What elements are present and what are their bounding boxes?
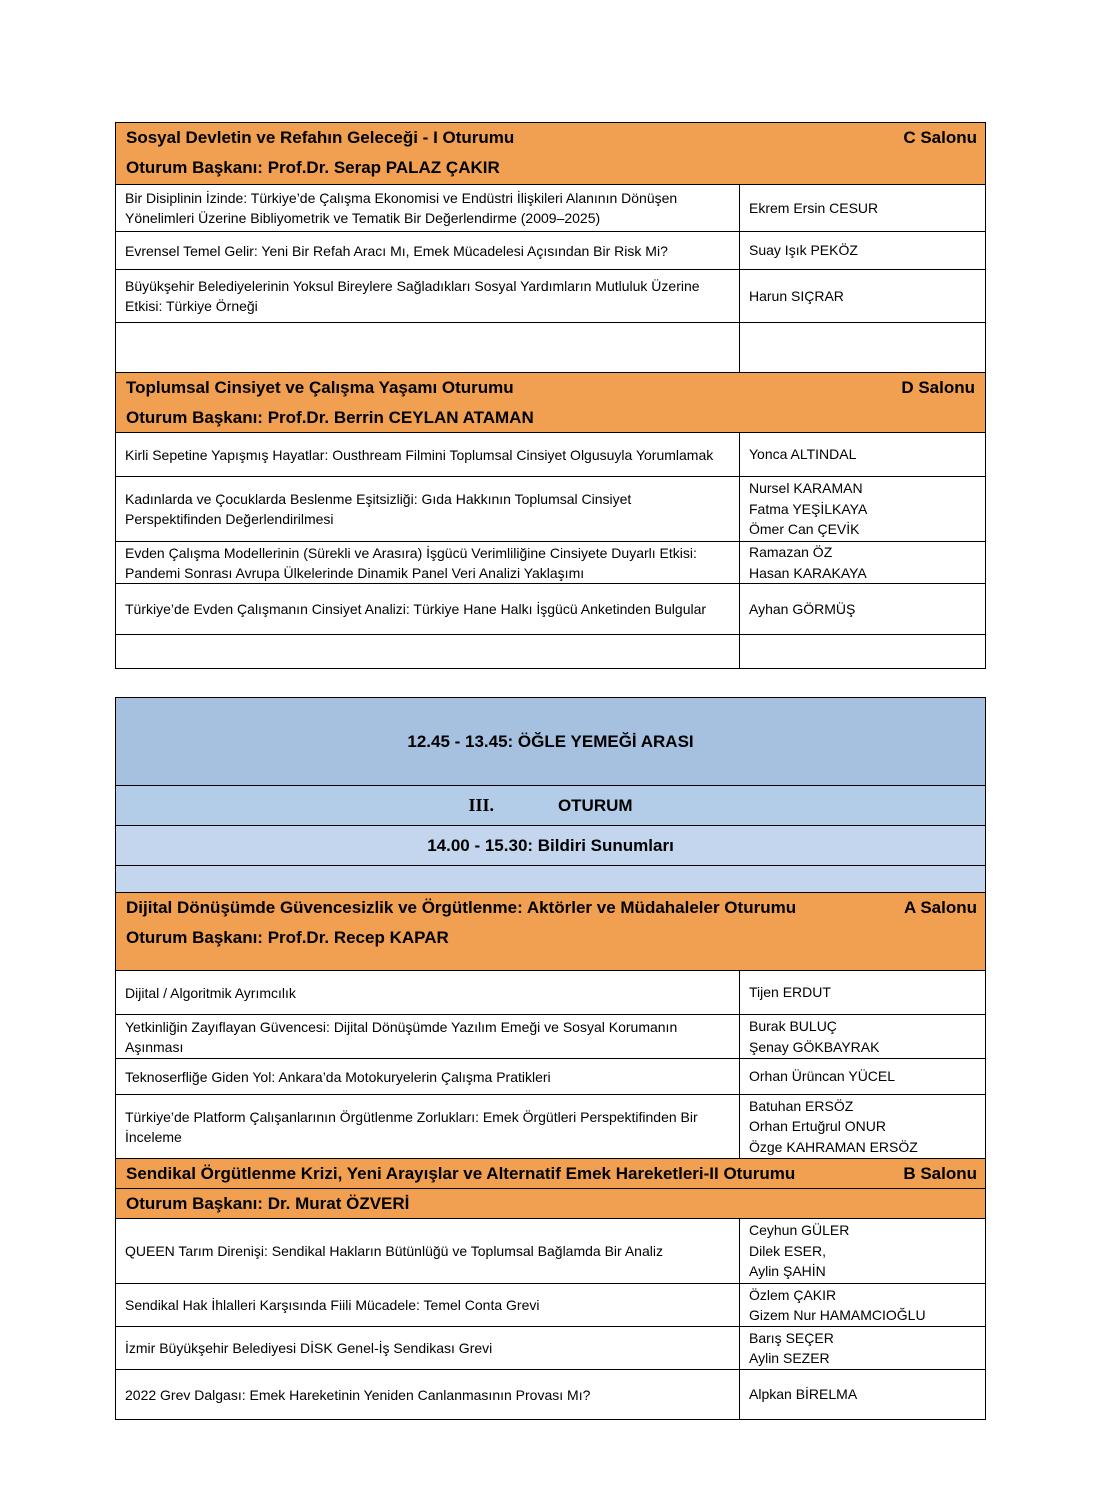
- paper-title: Yetkinliğin Zayıflayan Güvencesi: Dijital Dönüşümde Yazılım Emeği ve Sosyal Korumanın Aşınması: [116, 1015, 740, 1058]
- program-table-upper: [115, 122, 986, 669]
- paper-authors: [740, 542, 985, 583]
- paper-authors: [740, 232, 985, 269]
- paper-authors: [740, 1219, 985, 1283]
- table-row: [116, 476, 985, 541]
- session-title: Dijital Dönüşümde Güvencesizlik ve Örgütlenme: Aktörler ve Müdahaleler Oturumu: [126, 898, 797, 917]
- empty-row: [116, 634, 985, 668]
- paper-title: Dijital / Algoritmik Ayrımcılık: [116, 971, 740, 1014]
- author: Ekrem Ersin CESUR: [749, 199, 879, 216]
- session-b-title-row: [116, 1159, 985, 1189]
- paper-title: Bir Disiplinin İzinde: Türkiye’de Çalışma Ekonomisi ve Endüstri İlişkileri Alanının Dönüşen Yönelimleri Üzerine Bibliyometrik ve Tematik Bir Değerlendirme (2009–2025): [116, 185, 740, 231]
- paper-authors: [740, 477, 985, 541]
- author: Ömer Can ÇEVİK: [749, 521, 860, 538]
- author: Batuhan ERSÖZ: [749, 1097, 854, 1114]
- author: Şenay GÖKBAYRAK: [749, 1038, 880, 1055]
- session-title: Sosyal Devletin ve Refahın Geleceği - I Oturumu: [126, 128, 515, 147]
- lunch-break-banner: [116, 698, 985, 785]
- paper-authors: [740, 1370, 985, 1419]
- author: Özlem ÇAKIR: [749, 1286, 837, 1303]
- author: Gizem Nur HAMAMCIOĞLU: [749, 1307, 926, 1323]
- paper-title: Kirli Sepetine Yapışmış Hayatlar: Ousthream Filmini Toplumsal Cinsiyet Olgusuyla Yorumlamak: [116, 433, 740, 476]
- paper-title: Teknoserfliğe Giden Yol: Ankara’da Motokuryelerin Çalışma Pratikleri: [116, 1059, 740, 1094]
- table-row: [116, 1014, 985, 1058]
- paper-title: Kadınlarda ve Çocuklarda Beslenme Eşitsizliği: Gıda Hakkının Toplumsal Cinsiyet Perspektifinden Değerlendirilmesi: [116, 477, 740, 541]
- empty-cell: [116, 635, 740, 668]
- table-row: [116, 1283, 985, 1326]
- session-chair: Oturum Başkanı: Prof.Dr. Serap PALAZ ÇAKIR: [126, 158, 500, 177]
- table-row: [116, 1369, 985, 1419]
- table-row: [116, 432, 985, 476]
- paper-authors: [740, 270, 985, 322]
- session-a-header: [116, 892, 985, 970]
- session-time-banner: [116, 825, 985, 865]
- table-row: [116, 231, 985, 269]
- author: Aylin ŞAHİN: [749, 1263, 826, 1280]
- session-title: Toplumsal Cinsiyet ve Çalışma Yaşamı Oturumu: [126, 378, 514, 397]
- room-label: B Salonu: [903, 1164, 977, 1183]
- author: Harun SIÇRAR: [749, 287, 844, 304]
- table-row: [116, 541, 985, 583]
- author: Suay Işık PEKÖZ: [749, 242, 858, 259]
- empty-cell: [740, 323, 985, 372]
- author: Orhan Ürüncan YÜCEL: [749, 1068, 896, 1085]
- paper-authors: [740, 1015, 985, 1058]
- author: Tijen ERDUT: [749, 984, 831, 1001]
- table-row: [116, 1094, 985, 1158]
- table-row: [116, 583, 985, 634]
- session-roman: III.: [468, 795, 494, 815]
- room-label: C Salonu: [903, 128, 977, 147]
- session-time: 14.00 - 15.30: Bildiri Sunumları: [427, 835, 674, 855]
- program-table-lower: [115, 697, 986, 1420]
- author: Hasan KARAKAYA: [749, 564, 867, 581]
- author: Fatma YEŞİLKAYA: [749, 500, 868, 517]
- author: Orhan Ertuğrul ONUR: [749, 1118, 886, 1135]
- session-chair: Oturum Başkanı: Prof.Dr. Recep KAPAR: [126, 928, 449, 947]
- paper-authors: [740, 1059, 985, 1094]
- session-chair: Oturum Başkanı: Dr. Murat ÖZVERİ: [126, 1194, 410, 1213]
- table-row: [116, 269, 985, 322]
- table-row: [116, 1058, 985, 1094]
- paper-title: 2022 Grev Dalgası: Emek Hareketinin Yeniden Canlanmasının Provası Mı?: [116, 1370, 740, 1419]
- paper-title: Evrensel Temel Gelir: Yeni Bir Refah Aracı Mı, Emek Mücadelesi Açısından Bir Risk Mi?: [116, 232, 740, 269]
- author: Ceyhun GÜLER: [749, 1222, 850, 1239]
- table-row: [116, 184, 985, 231]
- paper-title: Büyükşehir Belediyelerinin Yoksul Bireylere Sağladıkları Sosyal Yardımların Mutluluk Üzerine Etkisi: Türkiye Örneği: [116, 270, 740, 322]
- author: Dilek ESER,: [749, 1242, 827, 1259]
- paper-title: Türkiye’de Platform Çalışanlarının Örgütlenme Zorlukları: Emek Örgütleri Perspektifinden Bir İnceleme: [116, 1095, 740, 1158]
- session-number-banner: [116, 785, 985, 825]
- paper-authors: [740, 584, 985, 634]
- session-c-header: [116, 123, 985, 184]
- paper-authors: [740, 1095, 985, 1158]
- author: Aylin SEZER: [749, 1350, 830, 1366]
- session-d-header-wrap: [116, 372, 985, 432]
- room-label: A Salonu: [903, 898, 977, 917]
- paper-title: Türkiye’de Evden Çalışmanın Cinsiyet Analizi: Türkiye Hane Halkı İşgücü Anketinden Bulgular: [116, 584, 740, 634]
- lunch-break-text: 12.45 - 13.45: ÖĞLE YEMEĞİ ARASI: [407, 731, 694, 751]
- paper-authors: [740, 971, 985, 1014]
- session-chair: Oturum Başkanı: Prof.Dr. Berrin CEYLAN ATAMAN: [126, 408, 534, 427]
- empty-cell: [116, 323, 740, 372]
- paper-authors: [740, 1327, 985, 1369]
- paper-title: İzmir Büyükşehir Belediyesi DİSK Genel-İş Sendikası Grevi: [116, 1327, 740, 1369]
- room-label: D Salonu: [901, 378, 975, 397]
- session-word: OTURUM: [557, 795, 633, 815]
- author: Alpkan BİRELMA: [749, 1386, 858, 1403]
- session-title: Sendikal Örgütlenme Krizi, Yeni Arayışlar ve Alternatif Emek Hareketleri-II Oturumu: [126, 1164, 796, 1183]
- author: Ayhan GÖRMÜŞ: [749, 600, 856, 617]
- paper-title: Evden Çalışma Modellerinin (Sürekli ve Arasıra) İşgücü Verimliliğine Cinsiyete Duyarlı Etkisi: Pandemi Sonrası Avrupa Ülkelerinde Dinamik Panel Veri Analizi Yaklaşımı: [116, 542, 740, 583]
- spacer-row: [116, 865, 985, 892]
- author: Yonca ALTINDAL: [749, 446, 857, 463]
- paper-authors: [740, 1284, 985, 1326]
- author: Özge KAHRAMAN ERSÖZ: [749, 1138, 918, 1155]
- session-b-header: [116, 1158, 985, 1218]
- paper-title: QUEEN Tarım Direnişi: Sendikal Hakların Bütünlüğü ve Toplumsal Bağlamda Bir Analiz: [116, 1219, 740, 1283]
- author: Burak BULUÇ: [749, 1018, 837, 1034]
- table-row: [116, 1218, 985, 1283]
- table-row: [116, 970, 985, 1014]
- paper-authors: [740, 433, 985, 476]
- author: Ramazan ÖZ: [749, 544, 833, 560]
- author: Nursel KARAMAN: [749, 480, 863, 497]
- paper-authors: [740, 185, 985, 231]
- table-row: [116, 1326, 985, 1369]
- empty-cell: [740, 635, 985, 668]
- author: Barış SEÇER: [749, 1329, 834, 1346]
- empty-row: [116, 322, 985, 372]
- session-d-header: [116, 373, 985, 432]
- paper-title: Sendikal Hak İhlalleri Karşısında Fiili Mücadele: Temel Conta Grevi: [116, 1284, 740, 1326]
